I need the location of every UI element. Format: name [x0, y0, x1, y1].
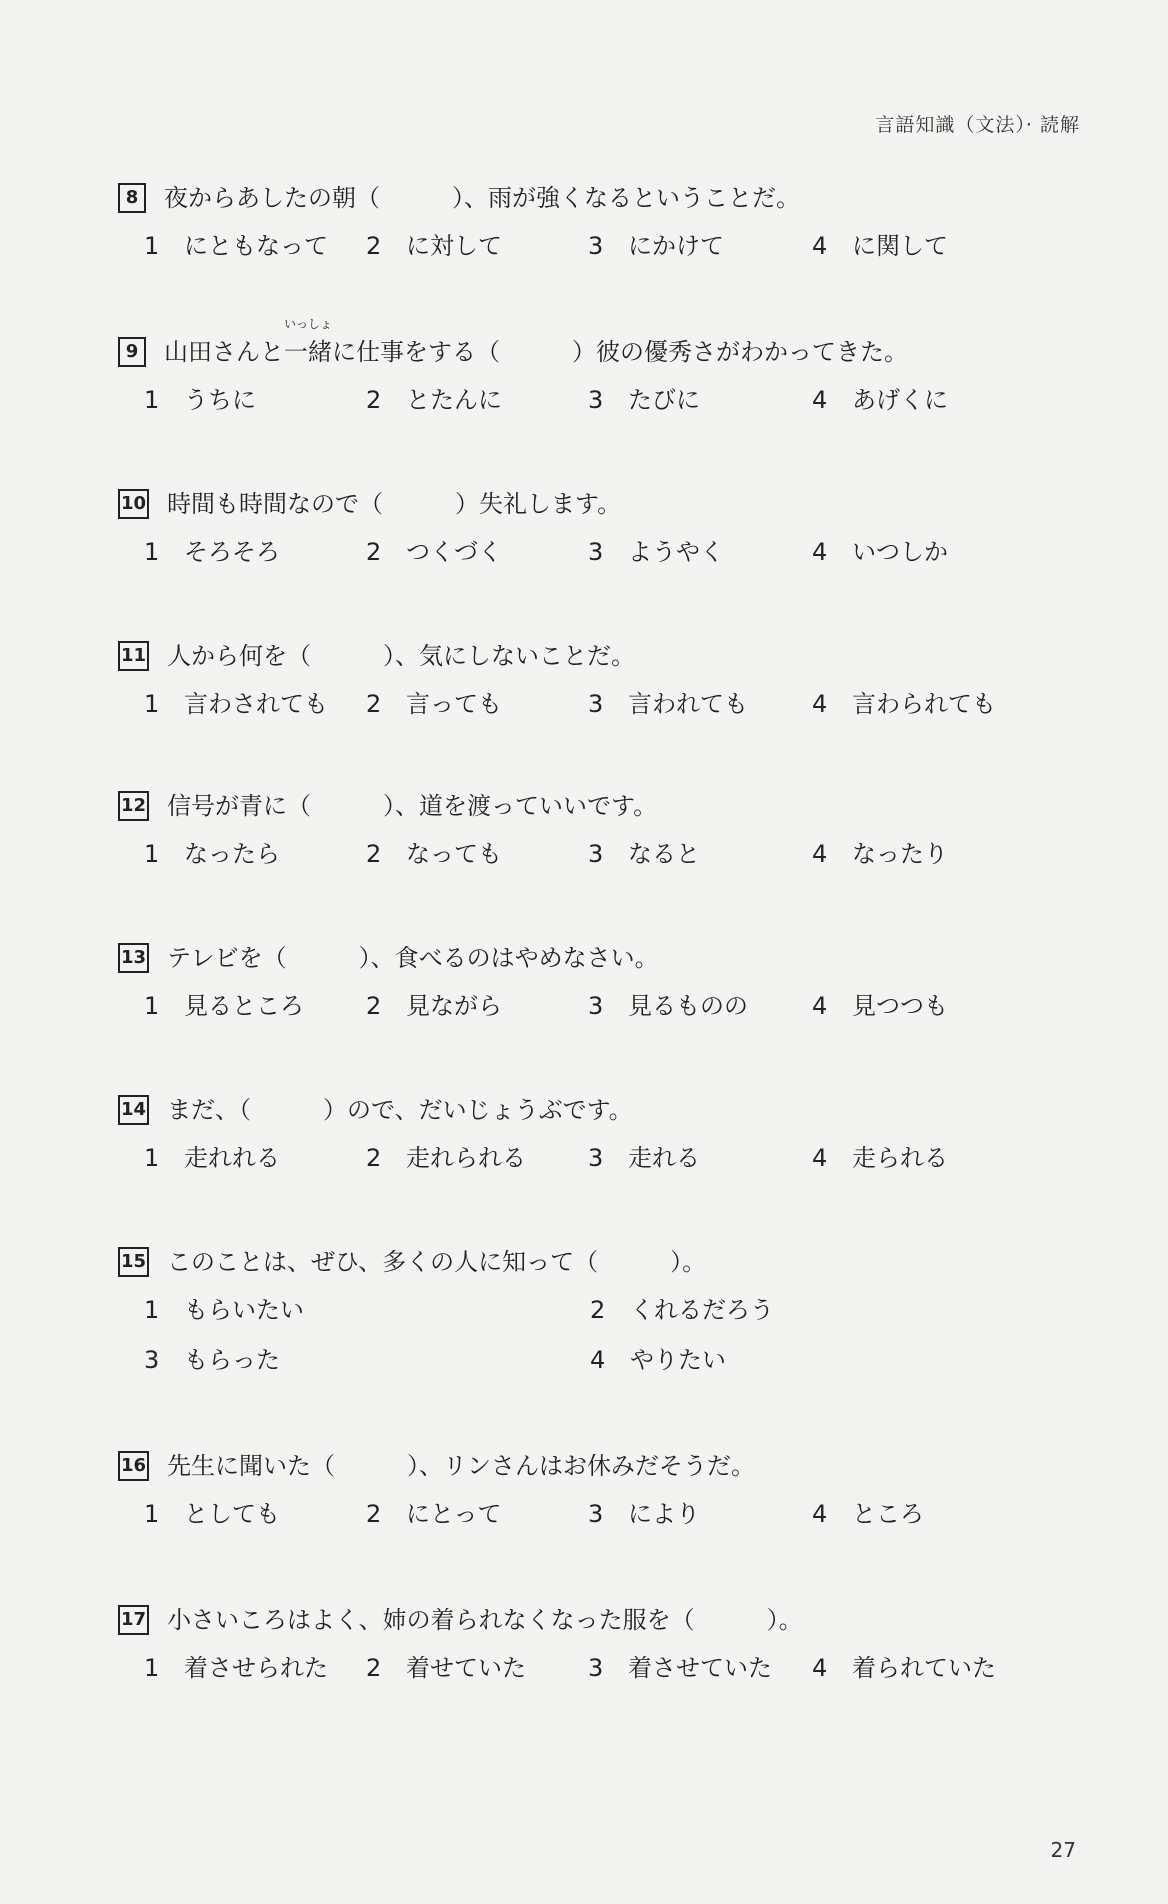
question-text-pre: 山田さんと — [164, 338, 284, 366]
question-text: 夜からあしたの朝（ ）、雨が強くなるということだ。 — [164, 184, 800, 212]
option-3[interactable]: 3 着させていた — [588, 1654, 772, 1682]
question-text: 小さいころはよく、姉の着られなくなった服を（ ）。 — [167, 1606, 803, 1634]
question-number: 16 — [118, 1451, 149, 1481]
question-number: 12 — [118, 791, 149, 821]
question-stem — [118, 317, 1078, 370]
question-16 — [118, 1448, 1078, 1532]
option-2[interactable]: 2 くれるだろう — [590, 1296, 774, 1324]
question-stem — [118, 1244, 1078, 1280]
option-3[interactable]: 3 見るものの — [588, 992, 748, 1020]
question-11 — [118, 638, 1078, 722]
furigana-reading: いっしょ — [284, 317, 333, 331]
option-1[interactable]: 1 着させられた — [144, 1654, 328, 1682]
option-1[interactable]: 1 言わされても — [144, 690, 328, 718]
question-text: 先生に聞いた（ ）、リンさんはお休みだそうだ。 — [167, 1452, 756, 1480]
question-15 — [118, 1244, 1078, 1378]
question-stem — [118, 788, 1078, 824]
question-stem — [118, 1448, 1078, 1484]
option-4[interactable]: 4 に関して — [812, 232, 948, 260]
option-4[interactable]: 4 やりたい — [590, 1346, 726, 1374]
option-1[interactable]: 1 うちに — [144, 386, 256, 414]
answer-options — [144, 534, 1078, 570]
option-2[interactable]: 2 に対して — [366, 232, 502, 260]
option-1[interactable]: 1 そろそろ — [144, 538, 280, 566]
question-number: 11 — [118, 641, 149, 671]
question-text: 時間も時間なので（ ）失礼します。 — [167, 490, 622, 518]
option-4[interactable]: 4 言わられても — [812, 690, 996, 718]
question-stem — [118, 486, 1078, 522]
option-2[interactable]: 2 走れられる — [366, 1144, 526, 1172]
option-4[interactable]: 4 ところ — [812, 1500, 924, 1528]
question-number: 10 — [118, 489, 149, 519]
answer-options — [144, 988, 1078, 1024]
option-3[interactable]: 3 ようやく — [588, 538, 724, 566]
option-3[interactable]: 3 なると — [588, 840, 700, 868]
option-2[interactable]: 2 言っても — [366, 690, 502, 718]
answer-options — [144, 836, 1078, 872]
question-text-post: に仕事をする（ ）彼の優秀さがわかってきた。 — [332, 338, 908, 366]
option-3[interactable]: 3 もらった — [144, 1346, 280, 1374]
option-4[interactable]: 4 着られていた — [812, 1654, 996, 1682]
answer-options — [144, 686, 1078, 722]
option-3[interactable]: 3 たびに — [588, 386, 700, 414]
section-header: 言語知識（文法）· 読解 — [875, 114, 1080, 136]
answer-options — [144, 1650, 1078, 1686]
option-4[interactable]: 4 あげくに — [812, 386, 948, 414]
option-3[interactable]: 3 言われても — [588, 690, 748, 718]
question-text: テレビを（ ）、食べるのはやめなさい。 — [167, 944, 659, 972]
question-9 — [118, 317, 1078, 418]
option-4[interactable]: 4 見つつも — [812, 992, 948, 1020]
question-stem — [118, 180, 1078, 216]
question-number: 8 — [118, 183, 146, 213]
question-stem — [118, 1092, 1078, 1128]
answer-options — [144, 382, 1078, 418]
option-1[interactable]: 1 にともなって — [144, 232, 328, 260]
answer-options — [144, 1292, 1078, 1378]
question-8 — [118, 180, 1078, 264]
question-text: 人から何を（ ）、気にしないことだ。 — [167, 642, 636, 670]
question-12 — [118, 788, 1078, 872]
question-10 — [118, 486, 1078, 570]
answer-options — [144, 1140, 1078, 1176]
option-1[interactable]: 1 見るところ — [144, 992, 304, 1020]
option-2[interactable]: 2 にとって — [366, 1500, 502, 1528]
option-1[interactable]: 1 なったら — [144, 840, 280, 868]
furigana-base: 一緒 — [284, 338, 332, 366]
question-17 — [118, 1602, 1078, 1686]
question-number: 15 — [118, 1247, 149, 1277]
option-3[interactable]: 3 にかけて — [588, 232, 724, 260]
option-3[interactable]: 3 により — [588, 1500, 700, 1528]
question-text: このことは、ぜひ、多くの人に知って（ ）。 — [167, 1248, 707, 1276]
option-2[interactable]: 2 つくづく — [366, 538, 502, 566]
option-2[interactable]: 2 見ながら — [366, 992, 502, 1020]
answer-options — [144, 228, 1078, 264]
option-4[interactable]: 4 なったり — [812, 840, 948, 868]
option-3[interactable]: 3 走れる — [588, 1144, 700, 1172]
option-2[interactable]: 2 なっても — [366, 840, 502, 868]
question-number: 17 — [118, 1605, 149, 1635]
answer-options — [144, 1496, 1078, 1532]
option-1[interactable]: 1 走れれる — [144, 1144, 280, 1172]
option-1[interactable]: 1 もらいたい — [144, 1296, 304, 1324]
question-stem — [118, 940, 1078, 976]
question-number: 13 — [118, 943, 149, 973]
question-number: 9 — [118, 337, 146, 367]
question-stem — [118, 638, 1078, 674]
question-13 — [118, 940, 1078, 1024]
option-2[interactable]: 2 とたんに — [366, 386, 502, 414]
option-1[interactable]: 1 としても — [144, 1500, 280, 1528]
question-14 — [118, 1092, 1078, 1176]
furigana-word — [284, 317, 333, 370]
question-text: まだ、（ ）ので、だいじょうぶです。 — [167, 1096, 633, 1124]
option-4[interactable]: 4 走られる — [812, 1144, 948, 1172]
question-stem — [118, 1602, 1078, 1638]
page-number: 27 — [1050, 1838, 1076, 1862]
question-text: 信号が青に（ ）、道を渡っていいです。 — [167, 792, 658, 820]
question-number: 14 — [118, 1095, 149, 1125]
option-4[interactable]: 4 いつしか — [812, 538, 948, 566]
option-2[interactable]: 2 着せていた — [366, 1654, 526, 1682]
